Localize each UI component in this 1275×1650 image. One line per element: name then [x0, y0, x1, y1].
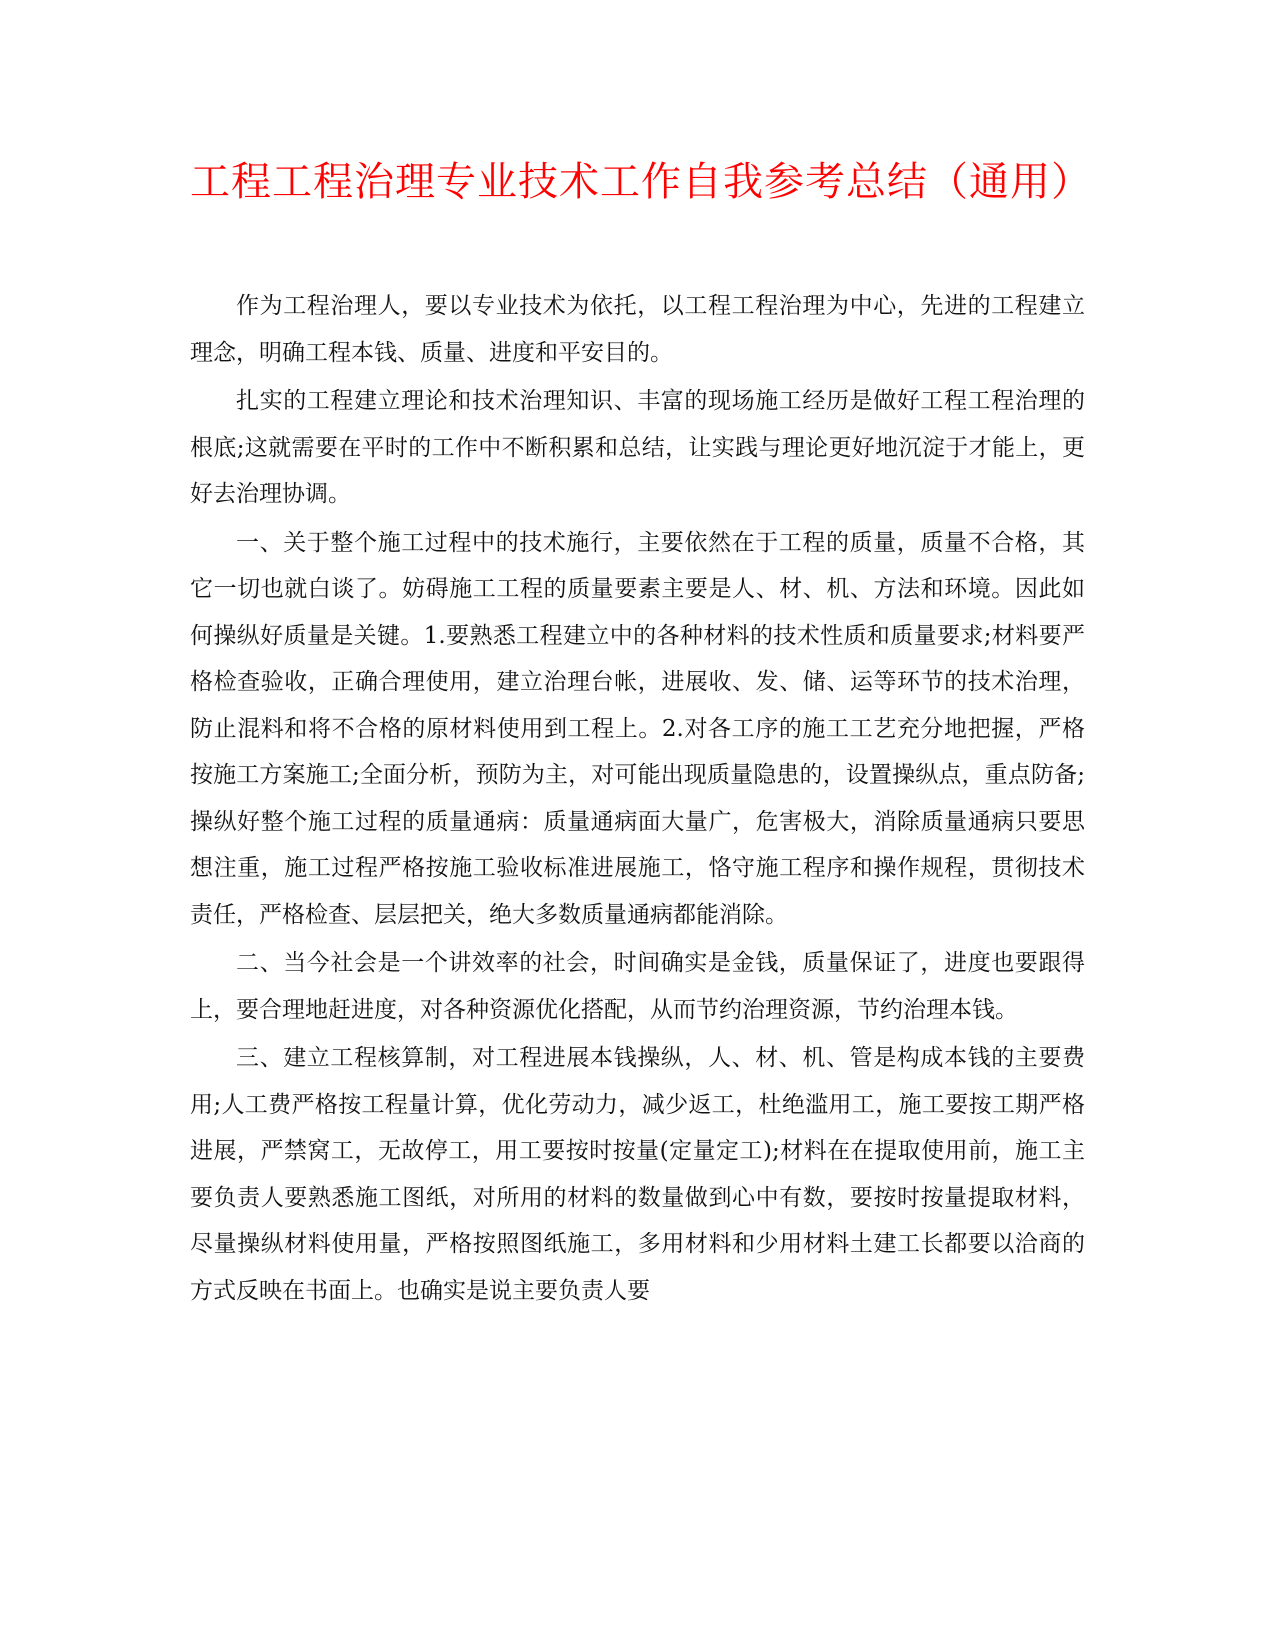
- paragraph-foundation: 扎实的工程建立理论和技术治理知识、丰富的现场施工经历是做好工程工程治理的根底;这就需要在平时的工作中不断积累和总结，让实践与理论更好地沉淀于才能上，更好去治理协调。: [190, 388, 1085, 507]
- paragraph-intro: 作为工程治理人，要以专业技术为依托，以工程工程治理为中心，先进的工程建立理念，明确工程本钱、质量、进度和平安目的。: [190, 293, 1085, 366]
- paragraph-section-1: 一、关于整个施工过程中的技术施行，主要依然在于工程的质量，质量不合格，其它一切也就白谈了。妨碍施工工程的质量要素主要是人、材、机、方法和环境。因此如何操纵好质量是关键。1.要熟悉工程建立中的各种材料的技术性质和质量要求;材料要严格检查验收，正确合理使用，建立治理台帐，进展收、发、储、运等环节的技术治理，防止混料和将不合格的原材料使用到工程上。2.对各工序的施工工艺充分地把握，严格按施工方案施工;全面分析，预防为主，对可能出现质量隐患的，设置操纵点，重点防备;操纵好整个施工过程的质量通病：质量通病面大量广，危害极大，消除质量通病只要思想注重，施工过程严格按施工验收标准进展施工，恪守施工程序和操作规程，贯彻技术责任，严格检查、层层把关，绝大多数质量通病都能消除。: [190, 529, 1085, 928]
- paragraph-section-2: 二、当今社会是一个讲效率的社会，时间确实是金钱，质量保证了，进度也要跟得上，要合理地赶进度，对各种资源优化搭配，从而节约治理资源，节约治理本钱。: [190, 950, 1085, 1023]
- document-title: 工程工程治理专业技术工作自我参考总结（通用）: [190, 159, 1092, 205]
- document-body: [190, 283, 1085, 1316]
- paragraph-section-3: 三、建立工程核算制，对工程进展本钱操纵，人、材、机、管是构成本钱的主要费用;人工费严格按工程量计算，优化劳动力，减少返工，杜绝滥用工，施工要按工期严格进展，严禁窝工，无故停工，用工要按时按量(定量定工);材料在在提取使用前，施工主要负责人要熟悉施工图纸，对所用的材料的数量做到心中有数，要按时按量提取材料，尽量操纵材料使用量，严格按照图纸施工，多用材料和少用材料土建工长都要以洽商的方式反映在书面上。也确实是说主要负责人要: [190, 1045, 1085, 1304]
